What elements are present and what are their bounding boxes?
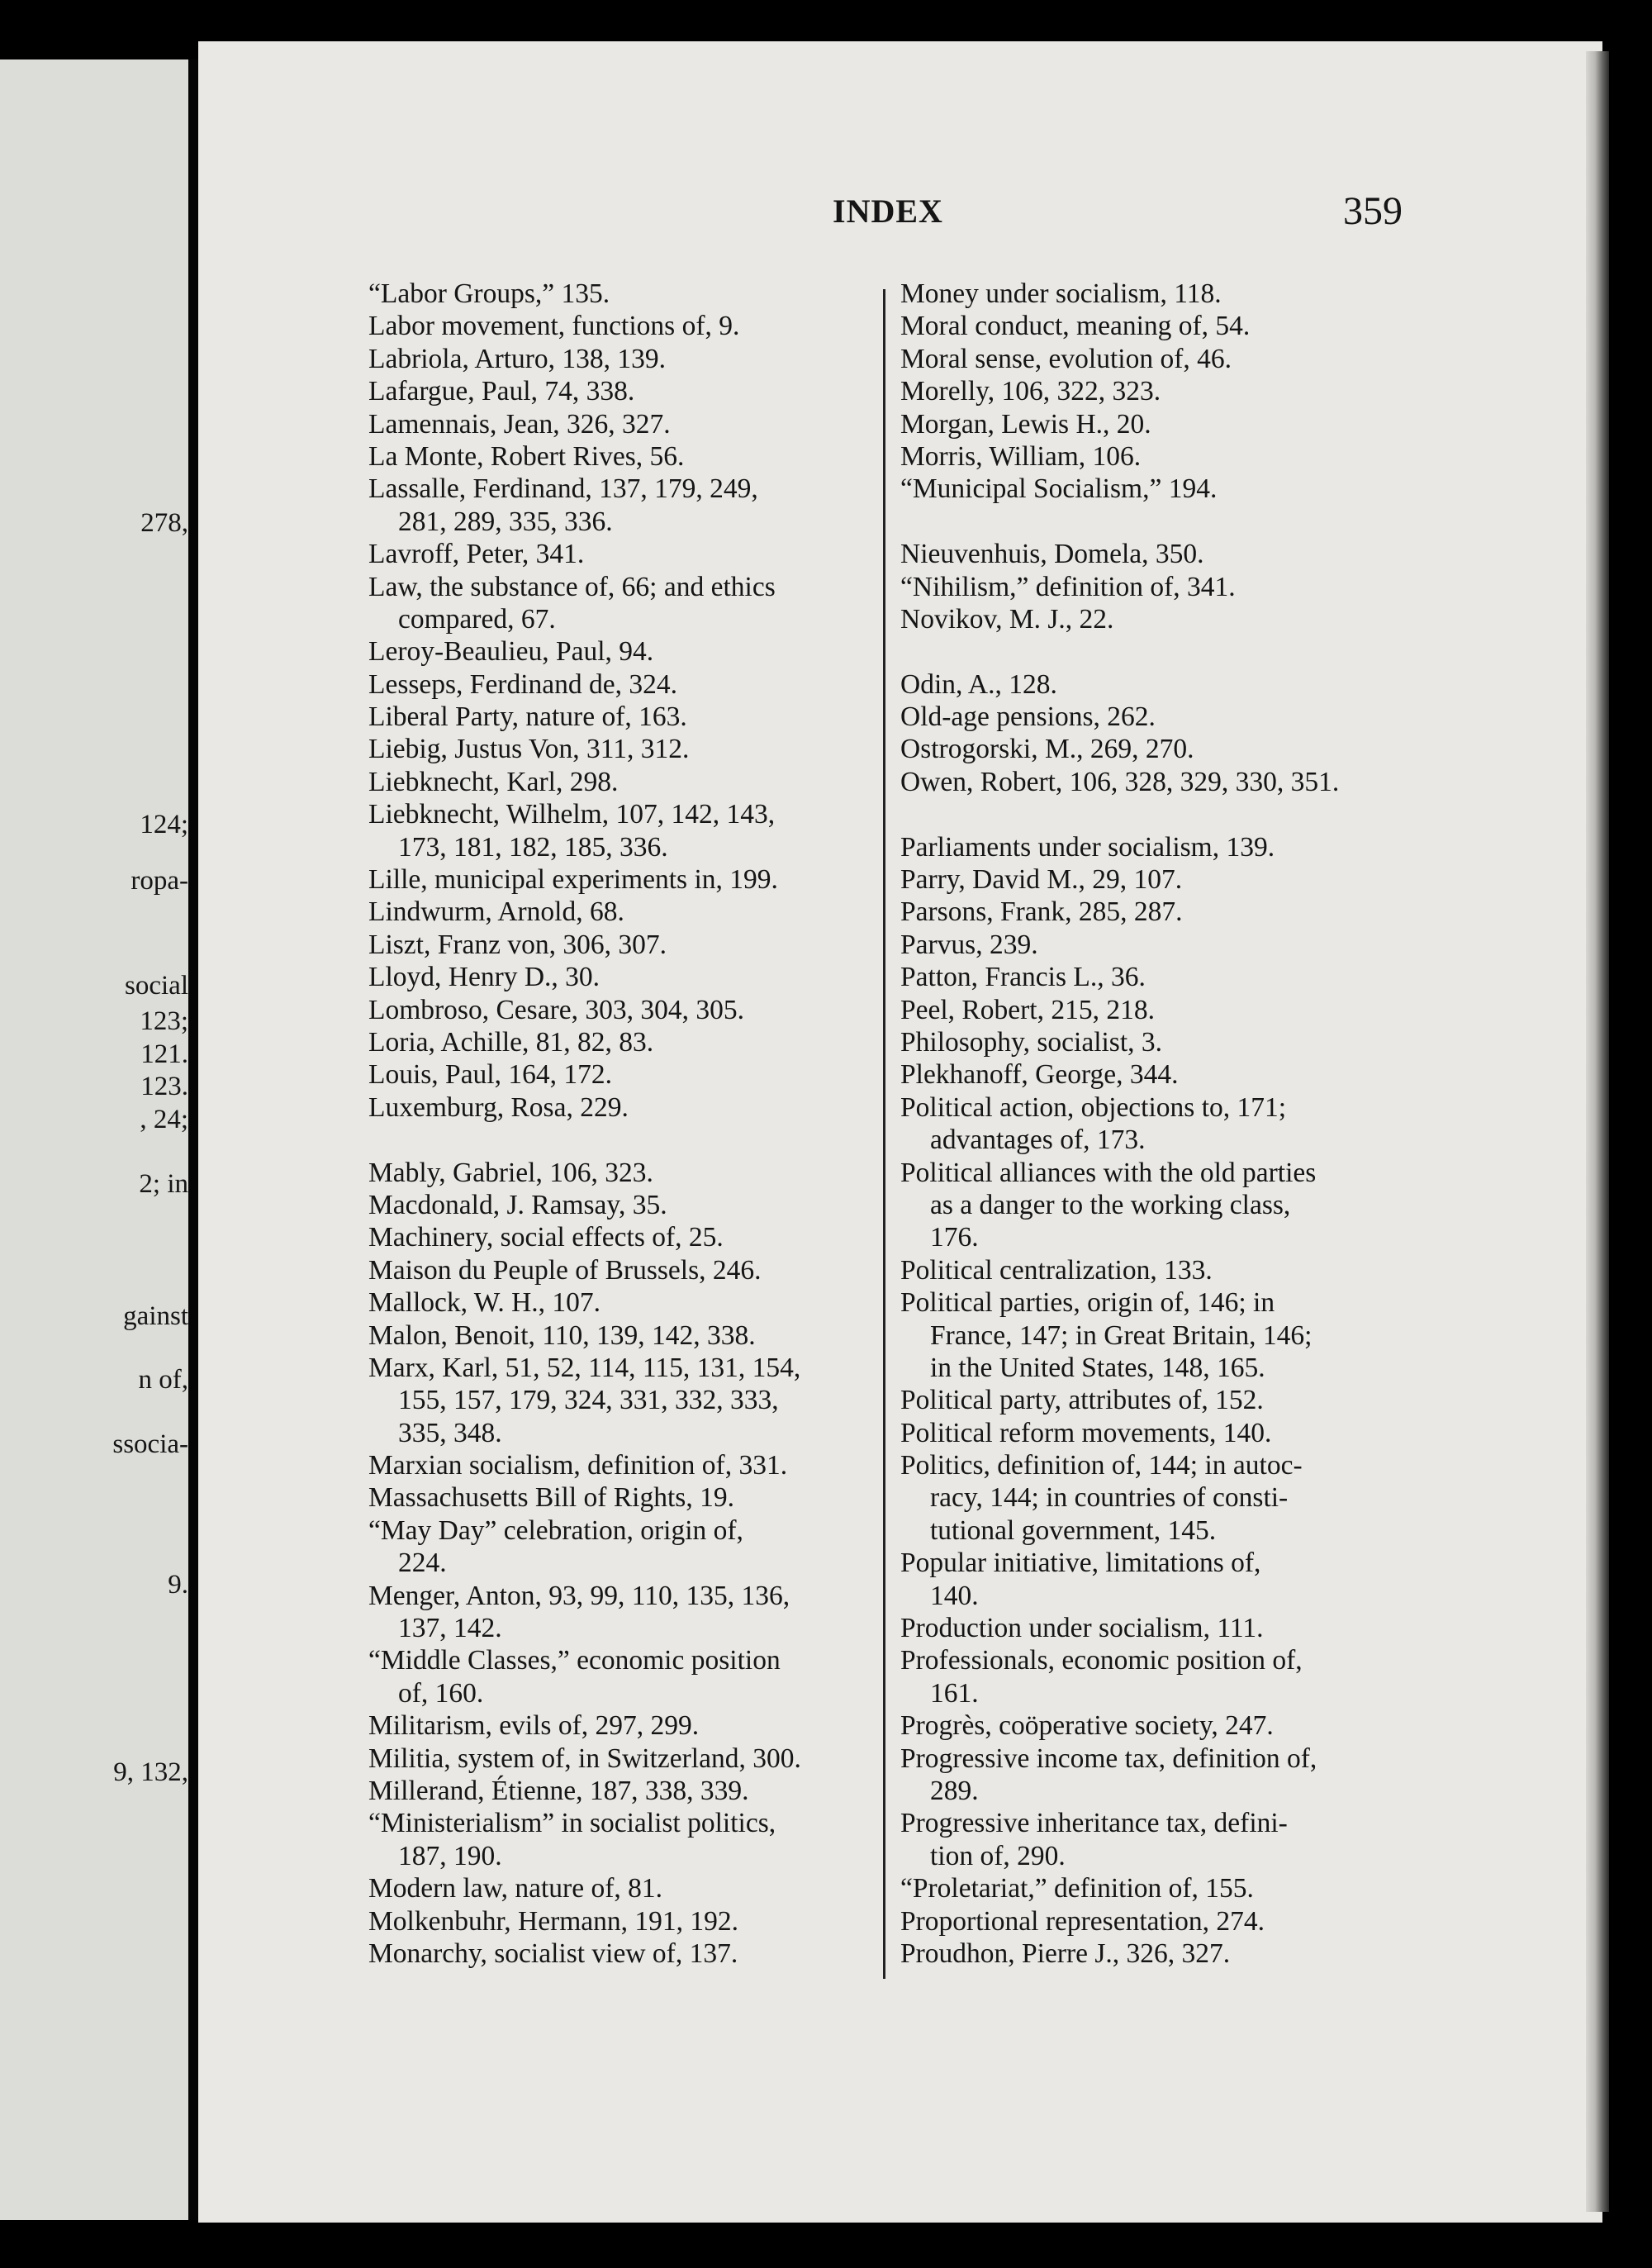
index-entry: Militia, system of, in Switzerland, 300. <box>368 1743 801 1774</box>
index-entry: Parsons, Frank, 285, 287. <box>900 896 1183 928</box>
index-entry: Luxemburg, Rosa, 229. <box>368 1091 629 1123</box>
index-entry: Liszt, Franz von, 306, 307. <box>368 929 667 960</box>
index-entry: Plekhanoff, George, 344. <box>900 1059 1179 1091</box>
index-entry: Militarism, evils of, 297, 299. <box>368 1710 700 1742</box>
column-divider <box>883 289 885 1979</box>
index-entry: Moral sense, evolution of, 46. <box>900 343 1232 374</box>
index-entry: Philosophy, socialist, 3. <box>900 1026 1163 1058</box>
index-entry: Lindwurm, Arnold, 68. <box>368 896 624 928</box>
index-entry-continuation: 161. <box>930 1677 979 1709</box>
index-entry-continuation: 155, 157, 179, 324, 331, 332, 333, <box>398 1385 779 1416</box>
index-entry: Professionals, economic position of, <box>900 1645 1303 1676</box>
index-section-gap <box>900 506 1412 538</box>
index-entry: La Monte, Robert Rives, 56. <box>368 440 685 472</box>
index-entry: Political reform movements, 140. <box>900 1417 1272 1448</box>
index-entry-continuation: compared, 67. <box>398 603 556 635</box>
book-gutter <box>188 59 198 2220</box>
index-entry: Novikov, M. J., 22. <box>900 603 1114 635</box>
running-header-title: INDEX <box>833 193 943 230</box>
index-column-right <box>900 278 1412 1970</box>
index-entry: Patton, Francis L., 36. <box>900 962 1146 993</box>
index-entry-continuation: 335, 348. <box>398 1417 502 1448</box>
previous-page-edge <box>0 59 188 2220</box>
index-entry-continuation: tion of, 290. <box>930 1840 1066 1871</box>
index-entry-continuation: 176. <box>930 1222 979 1253</box>
index-entry: Progrès, coöperative society, 247. <box>900 1710 1274 1742</box>
index-entry: Lafargue, Paul, 74, 338. <box>368 376 635 407</box>
index-entry: Liebig, Justus Von, 311, 312. <box>368 734 690 765</box>
index-entry: “Municipal Socialism,” 194. <box>900 473 1218 505</box>
index-entry-continuation: racy, 144; in countries of consti- <box>930 1482 1289 1514</box>
index-entry: Loria, Achille, 81, 82, 83. <box>368 1026 654 1058</box>
index-entry: Nieuvenhuis, Domela, 350. <box>900 539 1204 570</box>
index-entry: Millerand, Étienne, 187, 338, 339. <box>368 1775 749 1806</box>
index-entry: Political party, attributes of, 152. <box>900 1385 1264 1416</box>
index-entry: “Proletariat,” definition of, 155. <box>900 1873 1254 1904</box>
index-entry: Parvus, 239. <box>900 929 1038 960</box>
index-entry: Production under socialism, 111. <box>900 1613 1264 1644</box>
index-entry: Monarchy, socialist view of, 137. <box>368 1938 738 1969</box>
index-entry: “Middle Classes,” economic position <box>368 1645 781 1676</box>
index-entry: Leroy-Beaulieu, Paul, 94. <box>368 636 654 668</box>
previous-page-fragment: gainst <box>123 1301 188 1331</box>
index-entry: Lloyd, Henry D., 30. <box>368 962 601 993</box>
index-entry: Labor movement, functions of, 9. <box>368 311 740 342</box>
index-entry: Liebknecht, Karl, 298. <box>368 766 619 797</box>
index-section-gap <box>368 1124 881 1156</box>
previous-page-fragment: 121. <box>140 1039 188 1069</box>
index-entry: Progressive inheritance tax, defini- <box>900 1808 1288 1839</box>
index-entry: Lassalle, Ferdinand, 137, 179, 249, <box>368 473 758 505</box>
index-entry: Old-age pensions, 262. <box>900 701 1156 733</box>
previous-page-fragment: social <box>125 971 188 1001</box>
index-entry-continuation: advantages of, 173. <box>930 1124 1146 1156</box>
index-section-gap <box>900 798 1412 830</box>
previous-page-fragment: ropa- <box>131 866 188 896</box>
index-entry: Marx, Karl, 51, 52, 114, 115, 131, 154, <box>368 1352 801 1383</box>
index-entry: Progressive income tax, definition of, <box>900 1743 1317 1774</box>
index-section-gap <box>900 635 1412 668</box>
index-column-left <box>368 278 881 1970</box>
index-entry: “Ministerialism” in socialist politics, <box>368 1808 776 1839</box>
index-entry: Menger, Anton, 93, 99, 110, 135, 136, <box>368 1580 790 1611</box>
index-entry: Labriola, Arturo, 138, 139. <box>368 343 667 374</box>
index-entry: Malon, Benoit, 110, 139, 142, 338. <box>368 1319 756 1351</box>
previous-page-fragment: 9, 132, <box>113 1757 188 1787</box>
index-entry: Proportional representation, 274. <box>900 1905 1265 1937</box>
index-entry-continuation: 281, 289, 335, 336. <box>398 506 613 537</box>
index-entry: Lavroff, Peter, 341. <box>368 539 585 570</box>
index-entry: Peel, Robert, 215, 218. <box>900 994 1155 1025</box>
index-entry: Macdonald, J. Ramsay, 35. <box>368 1189 667 1220</box>
index-entry-continuation: 137, 142. <box>398 1613 502 1644</box>
index-entry: Moral conduct, meaning of, 54. <box>900 311 1251 342</box>
previous-page-fragment: 124; <box>140 810 188 839</box>
index-entry: “May Day” celebration, origin of, <box>368 1514 743 1546</box>
index-entry: Liebknecht, Wilhelm, 107, 142, 143, <box>368 799 776 830</box>
index-entry-continuation: in the United States, 148, 165. <box>930 1352 1265 1383</box>
page-edge-shadow <box>1586 51 1609 2212</box>
index-entry: Massachusetts Bill of Rights, 19. <box>368 1482 734 1514</box>
index-entry: Political parties, origin of, 146; in <box>900 1287 1275 1319</box>
index-entry: Machinery, social effects of, 25. <box>368 1222 724 1253</box>
index-entry: Owen, Robert, 106, 328, 329, 330, 351. <box>900 766 1340 797</box>
previous-page-fragment: 9. <box>168 1570 188 1600</box>
index-entry: Parry, David M., 29, 107. <box>900 864 1183 896</box>
index-entry-continuation: tutional government, 145. <box>930 1514 1217 1546</box>
index-entry: “Nihilism,” definition of, 341. <box>900 571 1236 602</box>
index-entry: Liberal Party, nature of, 163. <box>368 701 687 733</box>
index-entry: “Labor Groups,” 135. <box>368 278 610 309</box>
previous-page-fragment: , 24; <box>140 1105 188 1134</box>
index-entry-continuation: 224. <box>398 1548 447 1579</box>
index-entry: Morris, William, 106. <box>900 440 1142 472</box>
index-entry-continuation: 289. <box>930 1775 979 1806</box>
index-entry: Louis, Paul, 164, 172. <box>368 1059 612 1091</box>
previous-page-fragment: 123. <box>140 1072 188 1101</box>
index-entry: Law, the substance of, 66; and ethics <box>368 571 776 602</box>
index-entry: Politics, definition of, 144; in autoc- <box>900 1450 1303 1481</box>
index-entry-continuation: France, 147; in Great Britain, 146; <box>930 1319 1313 1351</box>
index-entry: Lille, municipal experiments in, 199. <box>368 864 778 896</box>
page-number: 359 <box>1343 189 1403 233</box>
index-entry: Marxian socialism, definition of, 331. <box>368 1450 788 1481</box>
index-entry-continuation: 140. <box>930 1580 979 1611</box>
index-entry: Odin, A., 128. <box>900 668 1057 700</box>
index-entry-continuation: of, 160. <box>398 1677 484 1709</box>
index-entry: Lombroso, Cesare, 303, 304, 305. <box>368 994 744 1025</box>
index-entry: Proudhon, Pierre J., 326, 327. <box>900 1938 1231 1969</box>
index-entry: Money under socialism, 118. <box>900 278 1222 309</box>
index-entry: Morelly, 106, 322, 323. <box>900 376 1161 407</box>
index-entry: Political centralization, 133. <box>900 1254 1213 1286</box>
previous-page-fragment: n of, <box>138 1365 188 1395</box>
index-entry: Mallock, W. H., 107. <box>368 1287 601 1319</box>
index-entry: Political action, objections to, 171; <box>900 1091 1287 1123</box>
index-entry: Morgan, Lewis H., 20. <box>900 408 1151 440</box>
index-entry: Maison du Peuple of Brussels, 246. <box>368 1254 762 1286</box>
index-entry: Lamennais, Jean, 326, 327. <box>368 408 671 440</box>
index-entry: Political alliances with the old parties <box>900 1157 1317 1188</box>
index-entry: Ostrogorski, M., 269, 270. <box>900 734 1194 765</box>
previous-page-fragment: 278, <box>140 508 188 538</box>
previous-page-fragment: 2; in <box>139 1169 188 1199</box>
index-entry: Mably, Gabriel, 106, 323. <box>368 1157 653 1188</box>
previous-page-fragment: ssocia- <box>112 1429 188 1459</box>
index-entry: Molkenbuhr, Hermann, 191, 192. <box>368 1905 739 1937</box>
index-entry-continuation: 187, 190. <box>398 1840 502 1871</box>
index-entry-continuation: as a danger to the working class, <box>930 1189 1291 1220</box>
index-entry: Parliaments under socialism, 139. <box>900 831 1275 863</box>
previous-page-fragment: 123; <box>140 1006 188 1036</box>
index-entry: Lesseps, Ferdinand de, 324. <box>368 668 678 700</box>
index-entry: Popular initiative, limitations of, <box>900 1548 1261 1579</box>
index-entry: Modern law, nature of, 81. <box>368 1873 662 1904</box>
index-entry-continuation: 173, 181, 182, 185, 336. <box>398 831 668 863</box>
